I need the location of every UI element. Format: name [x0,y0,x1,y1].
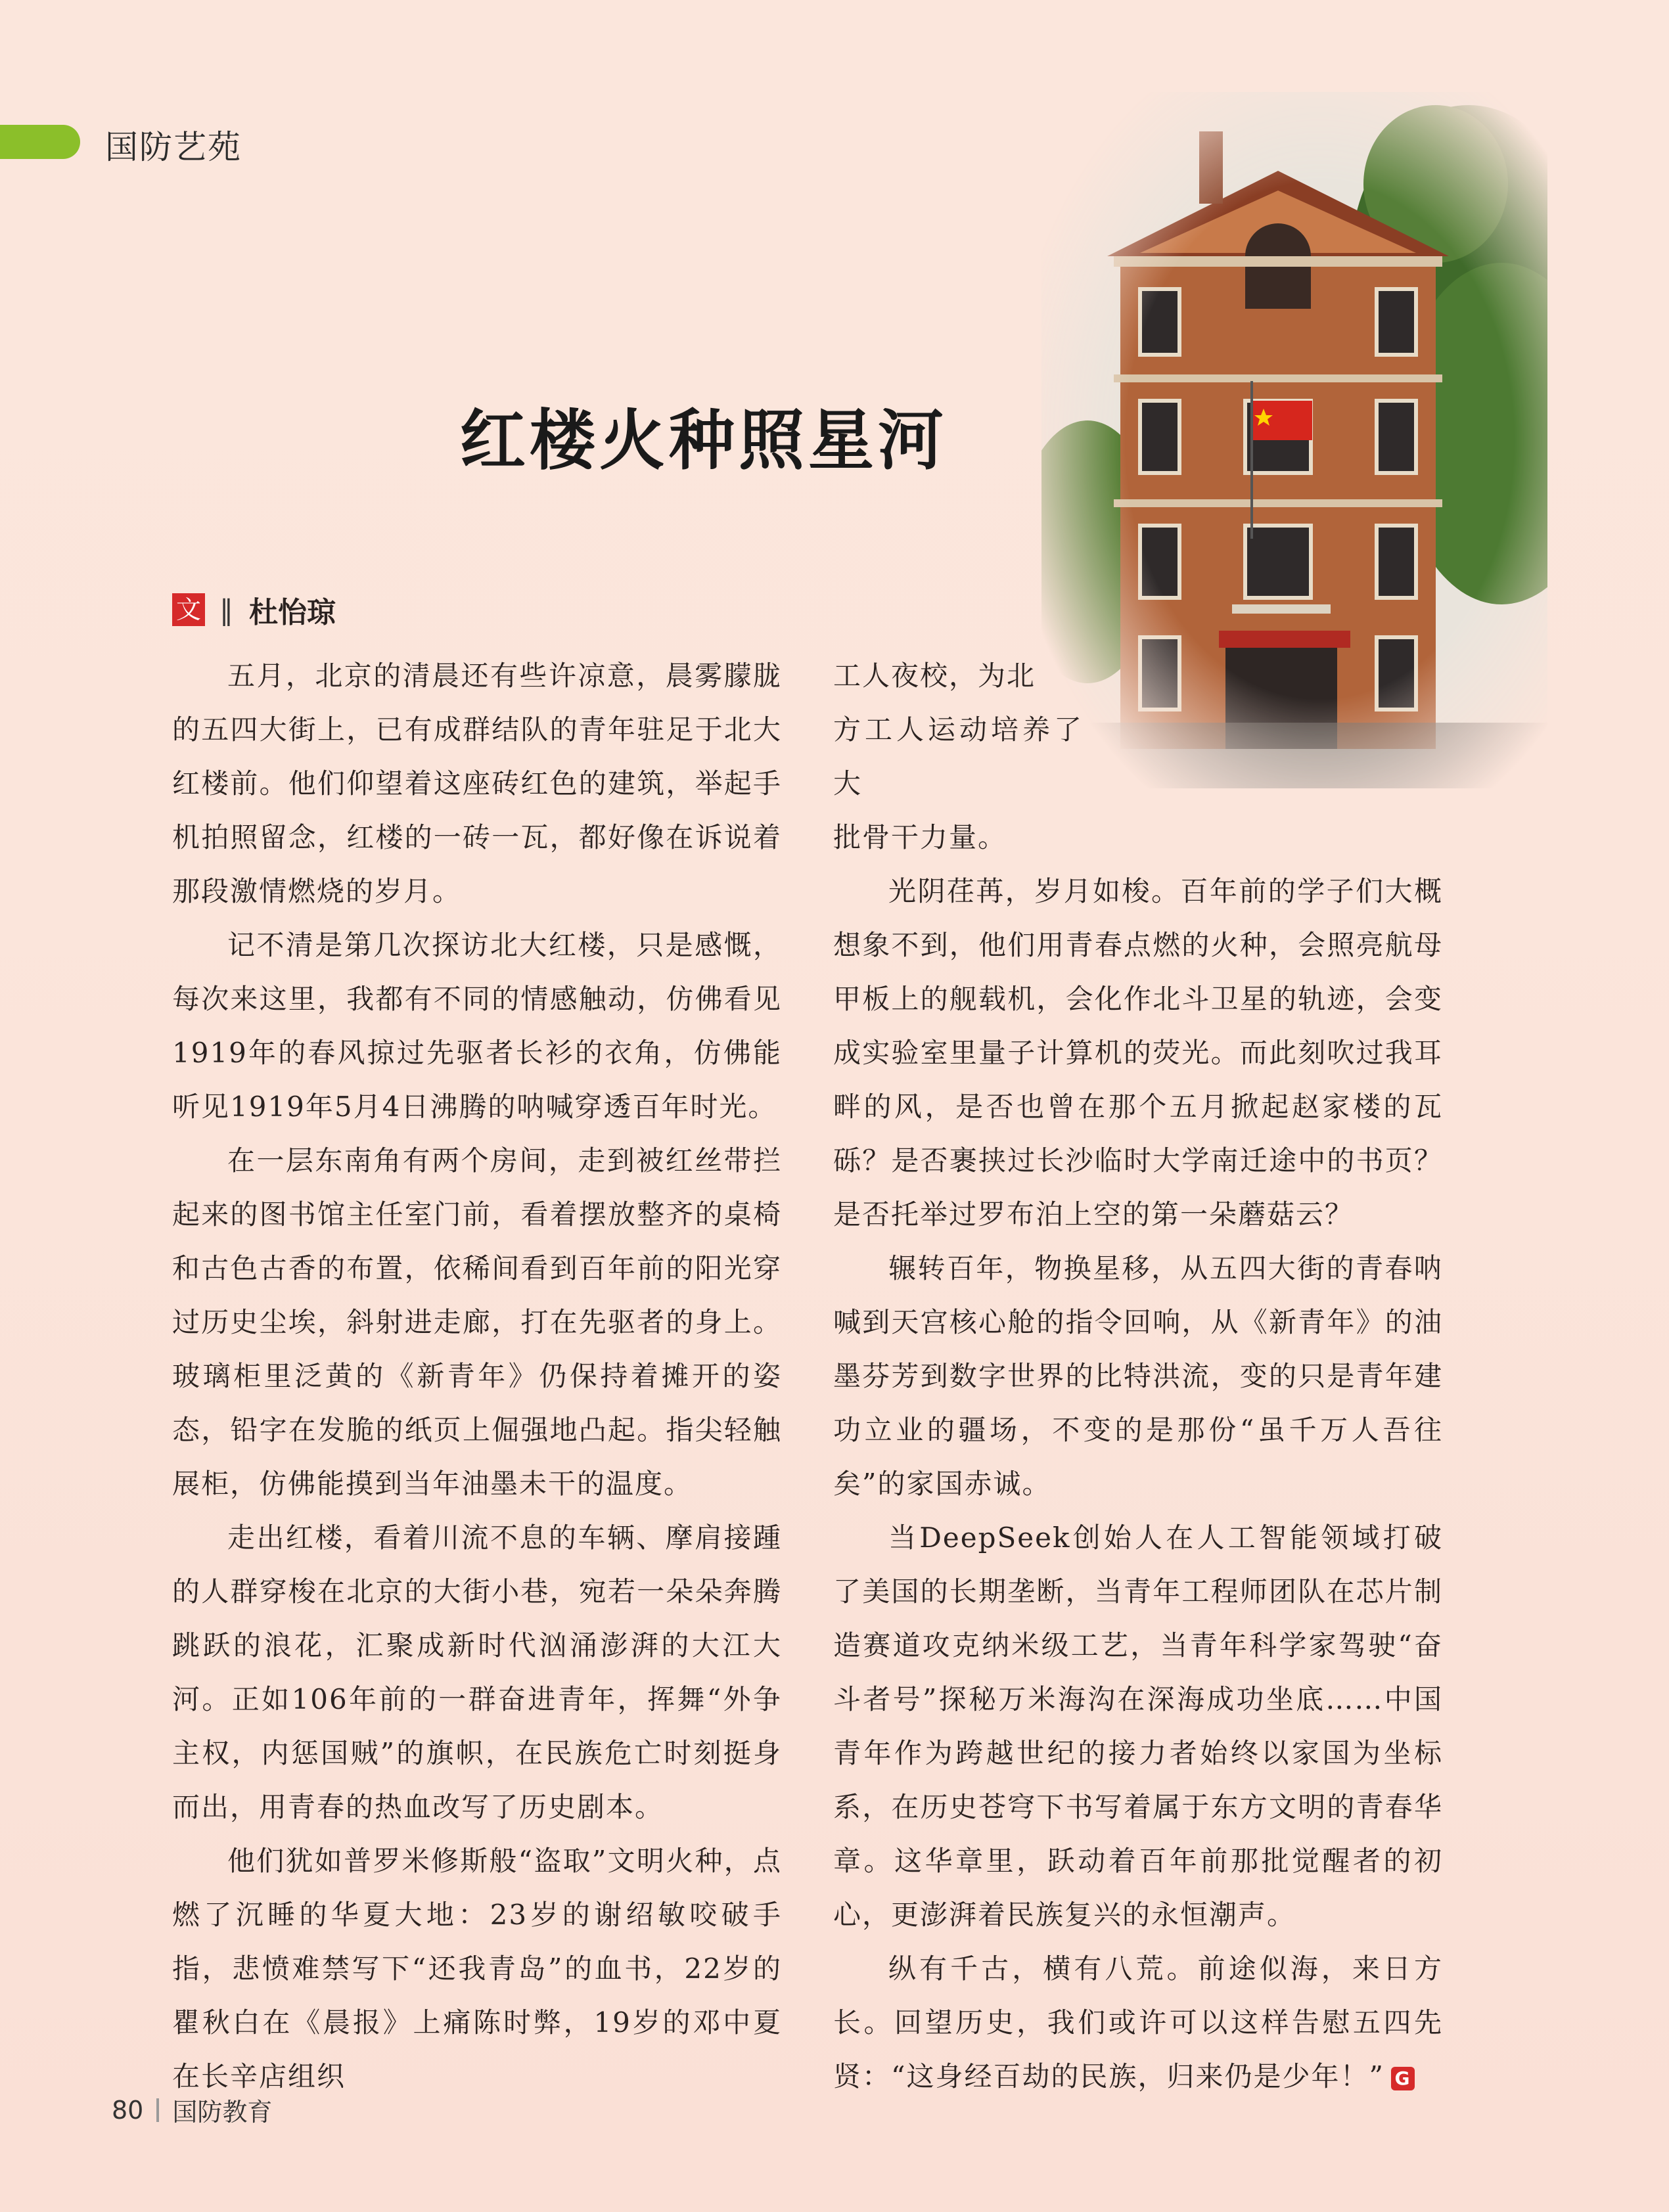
text-line: 工人夜校，为北 [833,660,1036,692]
footer-divider [156,2098,159,2122]
page-number: 80 [112,2095,144,2125]
text-line: 批骨干力量。 [833,821,1007,853]
paragraph: 光阴荏苒，岁月如梭。百年前的学子们大概想象不到，他们用青春点燃的火种，会照亮航母甲板上的舰载机，会化作北斗卫星的轨迹，会变成实验室里量子计算机的荧光。而此刻吹过我耳畔的风，是否也曾在那个五月掀起赵家楼的瓦砾？是否裹挟过长沙临时大学南迁途中的书页？是否托举过罗布泊上空的第一朵蘑菇云？ [833,875,1443,1230]
byline [172,591,336,628]
paragraph: 记不清是第几次探访北大红楼，只是感慨，每次来这里，我都有不同的情感触动，仿佛看见1919年的春风掠过先驱者长衫的衣角，仿佛能听见1919年5月4日沸腾的呐喊穿透百年时光。 [172,929,782,1123]
end-mark-icon: G [1391,2067,1415,2090]
section-tab-marker [0,125,80,159]
page-footer [112,2092,272,2128]
left-column [172,649,782,2104]
paragraph-final [833,1942,1443,2104]
byline-separator: ‖ [219,593,233,626]
right-column [833,649,1443,2104]
magazine-name: 国防教育 [172,2098,273,2127]
byline-mark: 文 [172,593,205,626]
paragraph: 他们犹如普罗米修斯般“盗取”文明火种，点燃了沉睡的华夏大地：23岁的谢绍敏咬破手指，悲愤难禁写下“还我青岛”的血书，22岁的瞿秋白在《晨报》上痛陈时弊，19岁的邓中夏在长辛店组织 [172,1845,782,2092]
text-line: 方工人运动培养了大 [833,713,1083,800]
paragraph: 当DeepSeek创始人在人工智能领域打破了美国的长期垄断，当青年工程师团队在芯片制造赛道攻克纳米级工艺，当青年科学家驾驶“奋斗者号”探秘万米海沟在深海成功坐底……中国青年作为跨越世纪的接力者始终以家国为坐标系，在历史苍穹下书写着属于东方文明的青春华章。这华章里，跃动着百年前那批觉醒者的初心，更澎湃着民族复兴的永恒潮声。 [833,1522,1443,1931]
section-title: 国防艺苑 [105,128,242,166]
author-name: 杜怡琼 [249,596,336,629]
paragraph-continued [833,649,1443,865]
paragraph: 五月，北京的清晨还有些许凉意，晨雾朦胧的五四大街上，已有成群结队的青年驻足于北大红楼前。他们仰望着这座砖红色的建筑，举起手机拍照留念，红楼的一砖一瓦，都好像在诉说着那段激情燃烧的岁月。 [172,660,782,907]
paragraph-text: 纵有千古，横有八荒。前途似海，来日方长。回望历史，我们或许可以这样告慰五四先贤：“这身经百劫的民族，归来仍是少年！” [833,1952,1443,2092]
paragraph: 辗转百年，物换星移，从五四大街的青春呐喊到天宫核心舱的指令回响，从《新青年》的油墨芬芳到数字世界的比特洪流，变的只是青年建功立业的疆场，不变的是那份“虽千万人吾往矣”的家国赤诚。 [833,1252,1443,1500]
article-title: 红楼火种照星河 [460,402,948,479]
paragraph: 在一层东南角有两个房间，走到被红丝带拦起来的图书馆主任室门前，看着摆放整齐的桌椅和古色古香的布置，依稀间看到百年前的阳光穿过历史尘埃，斜射进走廊，打在先驱者的身上。玻璃柜里泛黄的《新青年》仍保持着摊开的姿态，铅字在发脆的纸页上倔强地凸起。指尖轻触展柜，仿佛能摸到当年油墨未干的温度。 [172,1144,782,1500]
paragraph: 走出红楼，看着川流不息的车辆、摩肩接踵的人群穿梭在北京的大街小巷，宛若一朵朵奔腾跳跃的浪花，汇聚成新时代汹涌澎湃的大江大河。正如106年前的一群奋进青年，挥舞“外争主权，内惩国贼”的旗帜，在民族危亡时刻挺身而出，用青春的热血改写了历史剧本。 [172,1522,782,1823]
